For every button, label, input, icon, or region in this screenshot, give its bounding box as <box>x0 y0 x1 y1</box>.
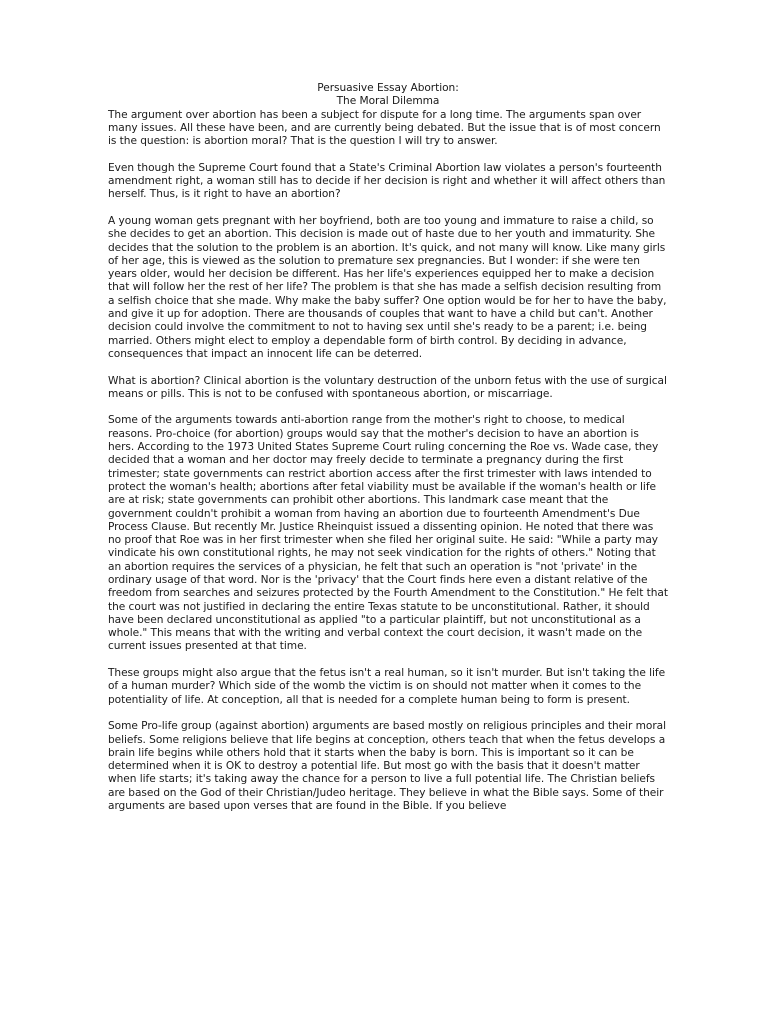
essay-title <box>108 82 668 109</box>
paragraph-intro: The argument over abortion has been a subject for dispute for a long time. The arguments span over many issues. All these have been, and are currently being debated. But the issue that is of most concern is the question: is abortion moral? That is the question I will try to answer. <box>108 108 661 148</box>
document-page <box>108 0 668 813</box>
paragraph-definition: What is abortion? Clinical abortion is the voluntary destruction of the unborn fetus with the use of surgical means or pills. This is not to be confused with spontaneous abortion, or miscarriage. <box>108 374 667 400</box>
title-line-1: Persuasive Essay Abortion: <box>317 82 459 94</box>
paragraph-young-woman: A young woman gets pregnant with her boyfriend, both are too young and immature to raise a child, so she decides to get an abortion. This decision is made out of haste due to her youth and immaturity. She decides that the solution to the problem is an abortion. It's quick, and not many will know. Like many girls of her age, this is viewed as the solution to premature sex pregnancies. But I wonder: if she were ten years older, would her decision be different. Has her life's experiences equipped her to make a decision that will follow her the rest of her life? The problem is that she has made a selfish decision resulting from a selfish choice that she made. Why make the baby suffer? One option would be for her to have the baby, and give it up for adoption. There are thousands of couples that want to have a child but can't. Another decision could involve the commitment to not to having sex until she's ready to be a parent; i.e. being married. Others might elect to employ a dependable form of birth control. By deciding in advance, consequences that impact an innocent life can be deterred. <box>108 214 667 360</box>
paragraph-pro-life: Some Pro-life group (against abortion) arguments are based mostly on religious principles and their moral beliefs. Some religions believe that life begins at conception, others teach that when the fetus develops a brain life begins while others hold that it starts when the baby is born. This is important so it can be determined when it is OK to destroy a potential life. But most go with the basis that it doesn't matter when life starts; it's taking away the chance for a person to live a full potential life. The Christian beliefs are based on the God of their Christian/Judeo heritage. They believe in what the Bible says. Some of their arguments are based upon verses that are found in the Bible. If you believe <box>108 720 666 813</box>
paragraph-roe-v-wade: Some of the arguments towards anti-abortion range from the mother's right to choose, to medical reasons. Pro-choice (for abortion) groups would say that the mother's decision to have an abortion is hers. According to the 1973 United States Supreme Court ruling concerning the Roe vs. Wade case, they decided that a woman and her doctor may freely decide to terminate a pregnancy during the first trimester; state governments can restrict abortion access after the first trimester with laws intended to protect the woman's health; abortions after fetal viability must be available if the woman's health or life are at risk; state governments can prohibit other abortions. This landmark case meant that the government couldn't prohibit a woman from having an abortion due to fourteenth Amendment's Due Process Clause. But recently Mr. Justice Rheinquist issued a dissenting opinion. He noted that there was no proof that Roe was in her first trimester when she filed her original suite. He said: "While a party may vindicate his own constitutional rights, he may not seek vindication for the rights of others." Noting that an abortion requires the services of a physician, he felt that such an operation is "not 'private' in the ordinary usage of that word. Nor is the 'privacy' that the Court finds here even a distant relative of the freedom from searches and seizures protected by the Fourth Amendment to the Constitution." He felt that the court was not justified in declaring the entire Texas statute to be unconstitutional. Rather, it should have been declared unconstitutional as applied "to a particular plaintiff, but not unconstitutional as a whole." This means that with the writing and verbal context the court decision, it wasn't made on the current issues presented at that time. <box>108 414 668 653</box>
title-line-2: The Moral Dilemma <box>336 95 440 108</box>
paragraph-supreme-court: Even though the Supreme Court found that a State's Criminal Abortion law violates a person's fourteenth amendment right, a woman still has to decide if her decision is right and whether it will affect others than herself. Thus, is it right to have an abortion? <box>108 161 666 201</box>
paragraph-fetus-human: These groups might also argue that the fetus isn't a real human, so it isn't murder. But isn't taking the life of a human murder? Which side of the womb the victim is on should not matter when it comes to the potentiality of life. At conception, all that is needed for a complete human being to form is present. <box>108 667 666 706</box>
